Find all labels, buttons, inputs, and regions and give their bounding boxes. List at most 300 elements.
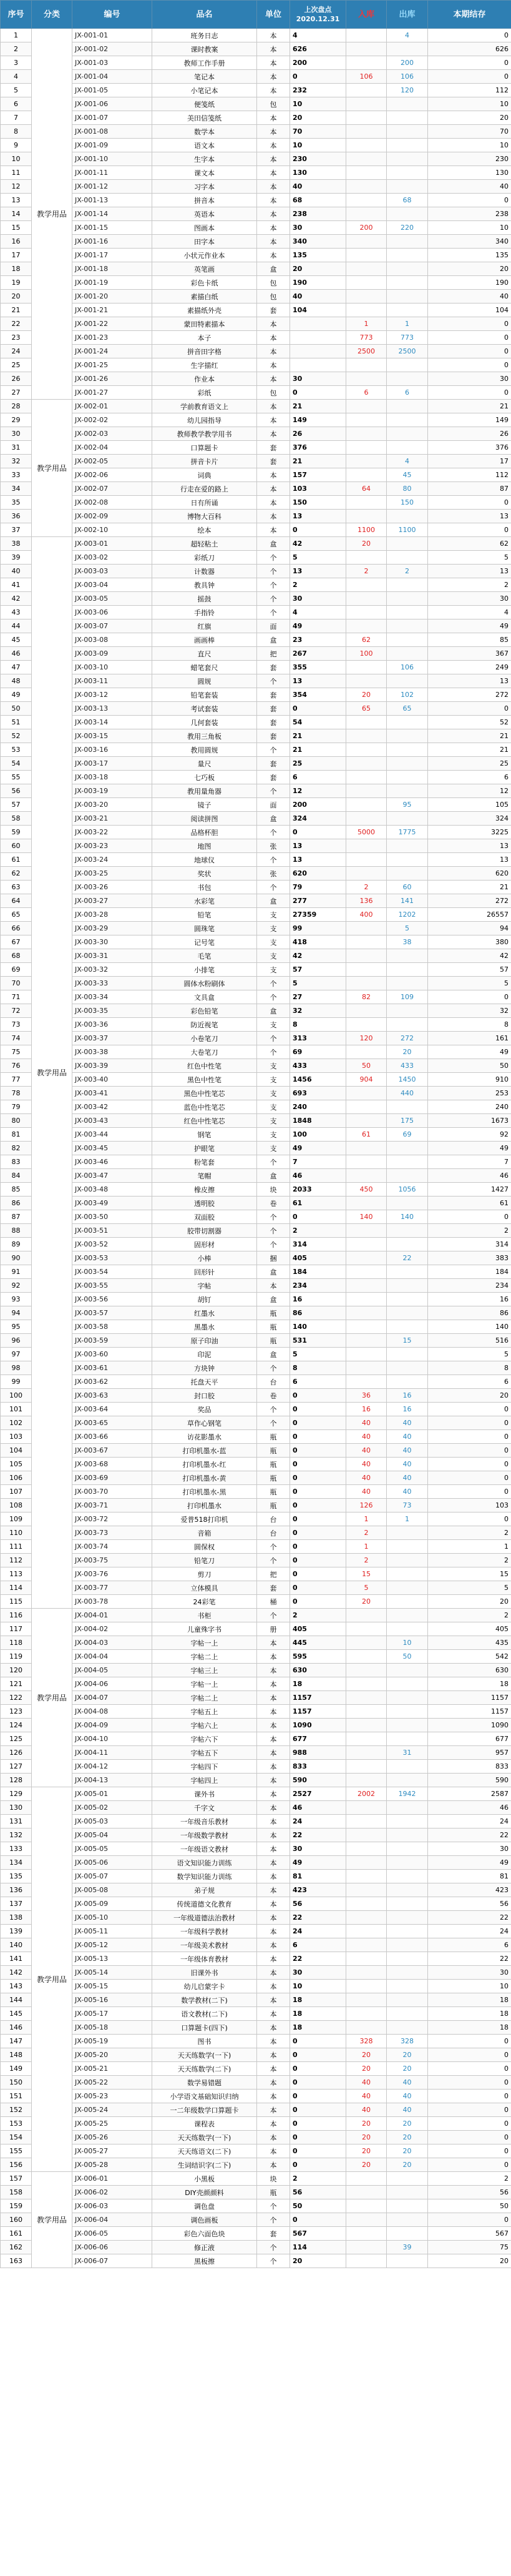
cell-seq: 152: [1, 2103, 32, 2117]
cell-out: 45: [387, 468, 428, 482]
cell-code: JX-006-04: [72, 2213, 152, 2227]
cell-code: JX-006-06: [72, 2241, 152, 2254]
cell-unit: 本: [257, 345, 290, 358]
cell-name: 数学教材(二下): [152, 1993, 257, 2007]
cell-in: [346, 441, 387, 455]
cell-unit: 本: [257, 1787, 290, 1801]
cell-unit: 本: [257, 1774, 290, 1787]
cell-in: [346, 413, 387, 427]
cell-prev: 200: [290, 56, 346, 70]
cell-code: JX-005-19: [72, 2035, 152, 2048]
cell-end: 190: [428, 276, 511, 290]
cell-name: 爱普518打印机: [152, 1513, 257, 1526]
cell-in: [346, 455, 387, 468]
cell-prev: 0: [290, 2144, 346, 2158]
table-row: [1, 729, 511, 743]
cell-end: 0: [428, 2131, 511, 2144]
cell-out: 175: [387, 1114, 428, 1128]
cell-name: 小卷笔刀: [152, 1032, 257, 1045]
cell-name: 传统道德文化教育: [152, 1897, 257, 1911]
cell-seq: 106: [1, 1471, 32, 1485]
cell-unit: 本: [257, 1856, 290, 1870]
cell-seq: 37: [1, 523, 32, 537]
table-row: [1, 1622, 511, 1636]
cell-seq: 111: [1, 1540, 32, 1554]
cell-seq: 48: [1, 674, 32, 688]
table-row: [1, 358, 511, 372]
cell-end: 7: [428, 1155, 511, 1169]
cell-prev: 61: [290, 1197, 346, 1210]
cell-prev: 267: [290, 647, 346, 661]
cell-prev: 16: [290, 1293, 346, 1306]
cell-unit: 盒: [257, 1004, 290, 1018]
cell-code: JX-003-59: [72, 1334, 152, 1348]
cell-out: 40: [387, 1471, 428, 1485]
table-row: [1, 1691, 511, 1705]
cell-seq: 66: [1, 922, 32, 935]
cell-code: JX-004-10: [72, 1732, 152, 1746]
cell-end: 8: [428, 1018, 511, 1032]
cell-unit: 支: [257, 963, 290, 977]
cell-name: 铅笔套装: [152, 688, 257, 702]
cell-unit: 支: [257, 1100, 290, 1114]
table-row: [1, 70, 511, 84]
cell-prev: 0: [290, 1389, 346, 1403]
cell-prev: 42: [290, 949, 346, 963]
cell-name: 地球仪: [152, 853, 257, 867]
cell-name: 语文本: [152, 139, 257, 152]
cell-name: 便笺纸: [152, 97, 257, 111]
cell-unit: 支: [257, 908, 290, 922]
table-row: [1, 2117, 511, 2131]
cell-seq: 23: [1, 331, 32, 345]
cell-out: 140: [387, 1210, 428, 1224]
cell-prev: 433: [290, 1059, 346, 1073]
cell-prev: 8: [290, 1361, 346, 1375]
cell-code: JX-003-52: [72, 1238, 152, 1251]
cell-unit: 本: [257, 372, 290, 386]
cell-end: 6: [428, 1938, 511, 1952]
cell-code: JX-001-20: [72, 290, 152, 303]
cell-prev: 423: [290, 1883, 346, 1897]
cell-code: JX-006-05: [72, 2227, 152, 2241]
cell-end: 0: [428, 345, 511, 358]
cell-in: [346, 1993, 387, 2007]
cell-out: 1: [387, 317, 428, 331]
cell-end: 86: [428, 1306, 511, 1320]
cell-code: JX-001-15: [72, 221, 152, 235]
cell-prev: 0: [290, 2103, 346, 2117]
table-row: [1, 592, 511, 606]
cell-in: 1: [346, 1513, 387, 1526]
cell-out: [387, 249, 428, 262]
cell-prev: 42: [290, 537, 346, 551]
cell-prev: 0: [290, 523, 346, 537]
table-row: [1, 290, 511, 303]
cell-end: 5: [428, 977, 511, 990]
cell-end: 380: [428, 935, 511, 949]
cell-name: 小棒: [152, 1251, 257, 1265]
cell-name: 红旗: [152, 619, 257, 633]
table-row: [1, 1348, 511, 1361]
cell-in: [346, 235, 387, 249]
cell-name: 固形材: [152, 1238, 257, 1251]
cell-seq: 82: [1, 1142, 32, 1155]
cell-prev: 24: [290, 1925, 346, 1938]
cell-out: 1100: [387, 523, 428, 537]
cell-unit: 瓶: [257, 1444, 290, 1458]
cell-code: JX-002-09: [72, 510, 152, 523]
cell-unit: 支: [257, 935, 290, 949]
cell-seq: 145: [1, 2007, 32, 2021]
cell-code: JX-004-08: [72, 1705, 152, 1719]
table-row: [1, 551, 511, 565]
cell-out: [387, 2007, 428, 2021]
table-row: [1, 1334, 511, 1348]
cell-name: 书柜: [152, 1609, 257, 1622]
cell-out: [387, 1842, 428, 1856]
cell-in: 20: [346, 688, 387, 702]
cell-seq: 64: [1, 894, 32, 908]
cell-prev: 0: [290, 2076, 346, 2090]
cell-name: 文具盒: [152, 990, 257, 1004]
table-row: [1, 29, 511, 42]
cell-prev: 277: [290, 894, 346, 908]
cell-unit: 本: [257, 2021, 290, 2035]
cell-name: 奖品: [152, 1403, 257, 1416]
cell-code: JX-001-05: [72, 84, 152, 97]
cell-out: [387, 551, 428, 565]
cell-out: [387, 1224, 428, 1238]
cell-code: JX-003-45: [72, 1142, 152, 1155]
cell-out: 20: [387, 2158, 428, 2172]
cell-seq: 84: [1, 1169, 32, 1183]
cell-code: JX-001-04: [72, 70, 152, 84]
cell-seq: 91: [1, 1265, 32, 1279]
table-row: [1, 1513, 511, 1526]
table-row: [1, 180, 511, 194]
cell-end: 240: [428, 1100, 511, 1114]
cell-unit: 卷: [257, 1389, 290, 1403]
cell-out: [387, 592, 428, 606]
cell-in: [346, 935, 387, 949]
cell-name: 印泥: [152, 1348, 257, 1361]
cell-prev: 2: [290, 1609, 346, 1622]
cell-code: JX-003-40: [72, 1073, 152, 1087]
table-row: [1, 2144, 511, 2158]
cell-unit: 盒: [257, 633, 290, 647]
cell-end: 1157: [428, 1705, 511, 1719]
cell-out: [387, 1540, 428, 1554]
cell-name: 方块钟: [152, 1361, 257, 1375]
cell-out: 40: [387, 2103, 428, 2117]
cell-in: 140: [346, 1210, 387, 1224]
cell-seq: 5: [1, 84, 32, 97]
cell-unit: 个: [257, 2241, 290, 2254]
cell-in: [346, 496, 387, 510]
cell-in: [346, 180, 387, 194]
cell-code: JX-003-06: [72, 606, 152, 619]
cell-prev: 10: [290, 97, 346, 111]
header-code: 编号: [72, 1, 152, 29]
cell-end: 104: [428, 303, 511, 317]
cell-out: [387, 1265, 428, 1279]
cell-prev: 21: [290, 400, 346, 413]
cell-end: 0: [428, 496, 511, 510]
cell-name: 黑板擦: [152, 2254, 257, 2268]
cell-end: 0: [428, 990, 511, 1004]
cell-name: 打印机墨水-红: [152, 1458, 257, 1471]
table-row: [1, 42, 511, 56]
cell-unit: 支: [257, 1114, 290, 1128]
cell-prev: 355: [290, 661, 346, 674]
cell-seq: 157: [1, 2172, 32, 2186]
table-row: [1, 2076, 511, 2090]
cell-code: JX-001-24: [72, 345, 152, 358]
table-row: [1, 1128, 511, 1142]
cell-seq: 102: [1, 1416, 32, 1430]
cell-seq: 36: [1, 510, 32, 523]
table-row: [1, 1375, 511, 1389]
cell-out: [387, 633, 428, 647]
cell-out: 73: [387, 1499, 428, 1513]
table-row: [1, 908, 511, 922]
cell-prev: 0: [290, 2062, 346, 2076]
cell-prev: 20: [290, 262, 346, 276]
cell-end: 21: [428, 729, 511, 743]
cell-name: 彩纸: [152, 386, 257, 400]
cell-in: 773: [346, 331, 387, 345]
cell-out: [387, 578, 428, 592]
cell-out: [387, 771, 428, 784]
cell-end: 324: [428, 812, 511, 826]
cell-prev: 13: [290, 839, 346, 853]
cell-name: 拼音本: [152, 194, 257, 207]
cell-name: 直尺: [152, 647, 257, 661]
cell-prev: 0: [290, 2131, 346, 2144]
cell-unit: 本: [257, 2048, 290, 2062]
cell-unit: 瓶: [257, 1334, 290, 1348]
cell-unit: 张: [257, 867, 290, 881]
cell-unit: 包: [257, 97, 290, 111]
cell-end: 49: [428, 1045, 511, 1059]
cell-seq: 31: [1, 441, 32, 455]
cell-name: 圆保权: [152, 1540, 257, 1554]
cell-code: JX-003-42: [72, 1100, 152, 1114]
cell-end: 18: [428, 2021, 511, 2035]
cell-code: JX-004-02: [72, 1622, 152, 1636]
cell-prev: 50: [290, 2199, 346, 2213]
cell-code: JX-003-43: [72, 1114, 152, 1128]
cell-code: JX-005-16: [72, 1993, 152, 2007]
cell-prev: 13: [290, 510, 346, 523]
cell-end: 49: [428, 1856, 511, 1870]
cell-code: JX-001-27: [72, 386, 152, 400]
cell-end: 2587: [428, 1787, 511, 1801]
cell-seq: 68: [1, 949, 32, 963]
cell-code: JX-002-06: [72, 468, 152, 482]
cell-name: 素描纸外壳: [152, 303, 257, 317]
cell-end: 5: [428, 1581, 511, 1595]
cell-unit: 套: [257, 702, 290, 716]
cell-end: 314: [428, 1238, 511, 1251]
cell-seq: 54: [1, 757, 32, 771]
cell-code: JX-003-17: [72, 757, 152, 771]
cell-end: 1090: [428, 1719, 511, 1732]
cell-seq: 75: [1, 1045, 32, 1059]
cell-end: 0: [428, 523, 511, 537]
cell-code: JX-003-14: [72, 716, 152, 729]
cell-name: 大卷笔刀: [152, 1045, 257, 1059]
table-row: [1, 1595, 511, 1609]
cell-out: 31: [387, 1746, 428, 1760]
cell-seq: 14: [1, 207, 32, 221]
cell-seq: 160: [1, 2213, 32, 2227]
cell-unit: 本: [257, 1279, 290, 1293]
cell-code: JX-005-11: [72, 1925, 152, 1938]
cell-name: 字帖六上: [152, 1719, 257, 1732]
cell-seq: 35: [1, 496, 32, 510]
cell-in: [346, 743, 387, 757]
cell-in: 40: [346, 1430, 387, 1444]
cell-in: [346, 1142, 387, 1155]
cell-code: JX-001-12: [72, 180, 152, 194]
cell-in: [346, 867, 387, 881]
cell-unit: 台: [257, 1513, 290, 1526]
cell-end: 56: [428, 2186, 511, 2199]
cell-unit: 个: [257, 2213, 290, 2227]
cell-seq: 153: [1, 2117, 32, 2131]
cell-code: JX-003-07: [72, 619, 152, 633]
cell-name: 打印机墨水-黑: [152, 1485, 257, 1499]
cell-prev: 30: [290, 1842, 346, 1856]
cell-unit: 本: [257, 2144, 290, 2158]
cell-out: [387, 1938, 428, 1952]
cell-name: 教用量角器: [152, 784, 257, 798]
table-row: [1, 606, 511, 619]
cell-name: 量尺: [152, 757, 257, 771]
table-row: [1, 441, 511, 455]
cell-in: [346, 674, 387, 688]
cell-name: 天天练数学(一下): [152, 2048, 257, 2062]
header-in: 入库: [346, 1, 387, 29]
cell-name: 记号笔: [152, 935, 257, 949]
cell-prev: 30: [290, 592, 346, 606]
cell-out: [387, 180, 428, 194]
cell-in: 136: [346, 894, 387, 908]
cell-end: 2: [428, 578, 511, 592]
cell-code: JX-005-13: [72, 1952, 152, 1966]
cell-end: 8: [428, 1361, 511, 1375]
cell-name: 打印机墨水-黄: [152, 1471, 257, 1485]
cell-in: 15: [346, 1567, 387, 1581]
table-row: [1, 2007, 511, 2021]
cell-end: 42: [428, 949, 511, 963]
cell-prev: 1090: [290, 1719, 346, 1732]
cell-out: 39: [387, 2241, 428, 2254]
cell-unit: 把: [257, 647, 290, 661]
cell-prev: 2527: [290, 1787, 346, 1801]
cell-prev: 20: [290, 2254, 346, 2268]
cell-end: 87: [428, 482, 511, 496]
table-row: [1, 977, 511, 990]
cell-seq: 71: [1, 990, 32, 1004]
cell-code: JX-003-53: [72, 1251, 152, 1265]
table-row: [1, 303, 511, 317]
cell-seq: 58: [1, 812, 32, 826]
cell-out: [387, 2227, 428, 2241]
cell-unit: 个: [257, 1416, 290, 1430]
cell-code: JX-001-23: [72, 331, 152, 345]
cell-code: JX-003-60: [72, 1348, 152, 1361]
cell-name: 词典: [152, 468, 257, 482]
cell-end: 0: [428, 2158, 511, 2172]
cell-code: JX-003-02: [72, 551, 152, 565]
cell-out: 6: [387, 386, 428, 400]
cell-unit: 本: [257, 1815, 290, 1828]
cell-code: JX-005-23: [72, 2090, 152, 2103]
cell-seq: 121: [1, 1677, 32, 1691]
cell-in: [346, 2021, 387, 2035]
cell-in: [346, 784, 387, 798]
cell-unit: 个: [257, 784, 290, 798]
table-row: [1, 1980, 511, 1993]
table-row: [1, 317, 511, 331]
cell-in: [346, 2254, 387, 2268]
header-out: 出库: [387, 1, 428, 29]
cell-name: 千字文: [152, 1801, 257, 1815]
cell-name: 铅笔刀: [152, 1554, 257, 1567]
cell-in: [346, 1320, 387, 1334]
cell-seq: 59: [1, 826, 32, 839]
cell-name: 圆规: [152, 674, 257, 688]
cell-seq: 114: [1, 1581, 32, 1595]
cell-code: JX-003-55: [72, 1279, 152, 1293]
cell-code: JX-006-03: [72, 2199, 152, 2213]
cell-end: 50: [428, 2199, 511, 2213]
cell-end: 21: [428, 400, 511, 413]
cell-in: [346, 963, 387, 977]
cell-code: JX-003-47: [72, 1169, 152, 1183]
cell-name: 英笔画: [152, 262, 257, 276]
cell-end: 18: [428, 1677, 511, 1691]
cell-out: [387, 2199, 428, 2213]
cell-code: JX-001-11: [72, 166, 152, 180]
cell-name: 超轻粘土: [152, 537, 257, 551]
cell-seq: 73: [1, 1018, 32, 1032]
cell-code: JX-005-27: [72, 2144, 152, 2158]
cell-prev: 4: [290, 29, 346, 42]
table-row: [1, 743, 511, 757]
cell-seq: 69: [1, 963, 32, 977]
cell-prev: 30: [290, 1966, 346, 1980]
table-row: [1, 97, 511, 111]
cell-out: 68: [387, 194, 428, 207]
cell-unit: 个: [257, 2199, 290, 2213]
cell-name: 调色画板: [152, 2213, 257, 2227]
cell-code: JX-003-37: [72, 1032, 152, 1045]
cell-out: [387, 1142, 428, 1155]
cell-end: 25: [428, 757, 511, 771]
cell-name: 铅笔: [152, 908, 257, 922]
cell-in: 40: [346, 1458, 387, 1471]
cell-code: JX-005-05: [72, 1842, 152, 1856]
cell-name: 课外书: [152, 1787, 257, 1801]
cell-code: JX-003-19: [72, 784, 152, 798]
cell-in: 65: [346, 702, 387, 716]
cell-unit: 瓶: [257, 1485, 290, 1499]
cell-name: 日有所诵: [152, 496, 257, 510]
